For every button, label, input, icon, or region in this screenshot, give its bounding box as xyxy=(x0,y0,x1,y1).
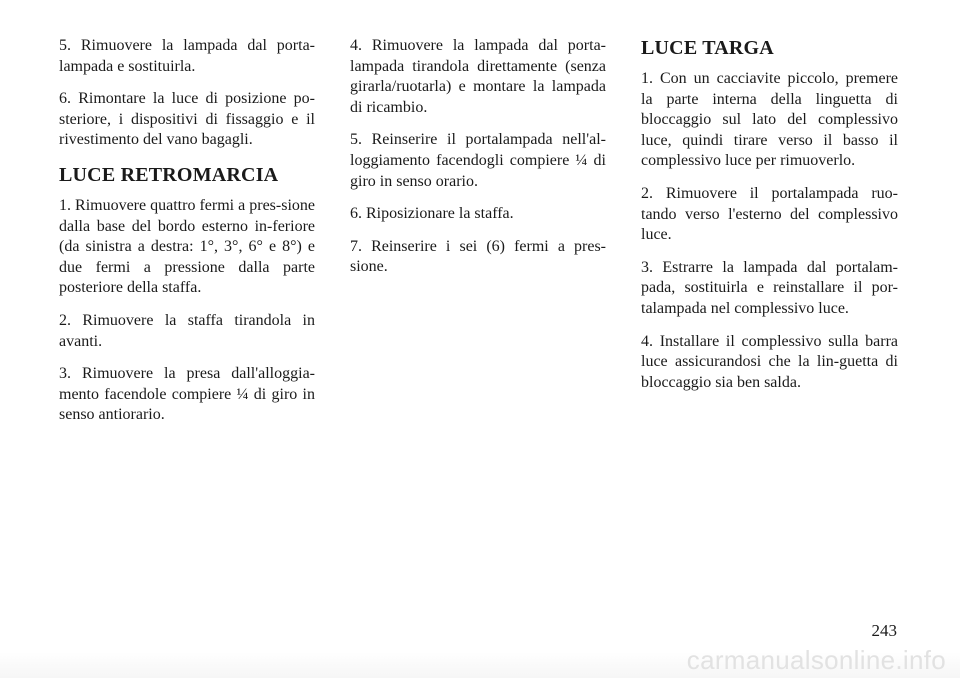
retromarcia-step-5: 5. Reinserire il portalampada nell'al-loggiamento facendogli compiere ¼ di giro in senso orario. xyxy=(350,131,606,190)
step-6-paragraph: 6. Rimontare la luce di posizione po-steriore, i dispositivi di fissaggio e il rivestimento del vano bagagli. xyxy=(59,90,315,149)
targa-step-1: 1. Con un cacciavite piccolo, premere la parte interna della linguetta di bloccaggio sul lato del complessivo luce, quindi tirare verso il basso il complessivo luce per rimuoverlo. xyxy=(641,70,898,170)
targa-step-3: 3. Estrarre la lampada dal portalam-pada, sostituirla e reinstallare il por-talampada nel complessivo luce. xyxy=(641,258,898,317)
watermark-bar xyxy=(0,645,960,678)
page-number: 243 xyxy=(871,621,897,640)
section-heading-luce-retromarcia: LUCE RETROMARCIA xyxy=(59,163,279,186)
retromarcia-step-4: 4. Rimuovere la lampada dal porta-lampada tirandola direttamente (senza girarla/ruotarla) e montare la lampada di ricambio. xyxy=(350,37,606,116)
retromarcia-step-7: 7. Reinserire i sei (6) fermi a pres-sione. xyxy=(350,237,606,276)
text-column-right xyxy=(641,36,898,405)
step-5-paragraph: 5. Rimuovere la lampada dal porta-lampada e sostituirla. xyxy=(59,37,315,75)
watermark-text: carmanualsonline.info xyxy=(686,645,946,675)
section-heading-luce-targa: LUCE TARGA xyxy=(641,37,774,59)
text-column-middle xyxy=(350,36,606,290)
targa-step-4: 4. Installare il complessivo sulla barra luce assicurandosi che la lin-guetta di bloccaggio sia ben salda. xyxy=(641,332,898,391)
retromarcia-step-3: 3. Rimuovere la presa dall'alloggia-mento facendole compiere ¼ di giro in senso antiorario. xyxy=(59,365,315,424)
retromarcia-step-1: 1. Rimuovere quattro fermi a pres-sione dalla base del bordo esterno in-feriore (da sinistra a destra: 1°, 3°, 6° e 8°) e due fermi a pressione dalla parte posteriore della staffa. xyxy=(59,196,315,297)
targa-step-2: 2. Rimuovere il portalampada ruo-tando verso l'esterno del complessivo luce. xyxy=(641,184,898,244)
retromarcia-step-2: 2. Rimuovere la staffa tirandola in avanti. xyxy=(59,311,315,350)
retromarcia-step-6: 6. Riposizionare la staffa. xyxy=(350,205,514,223)
text-column-left xyxy=(59,36,315,438)
